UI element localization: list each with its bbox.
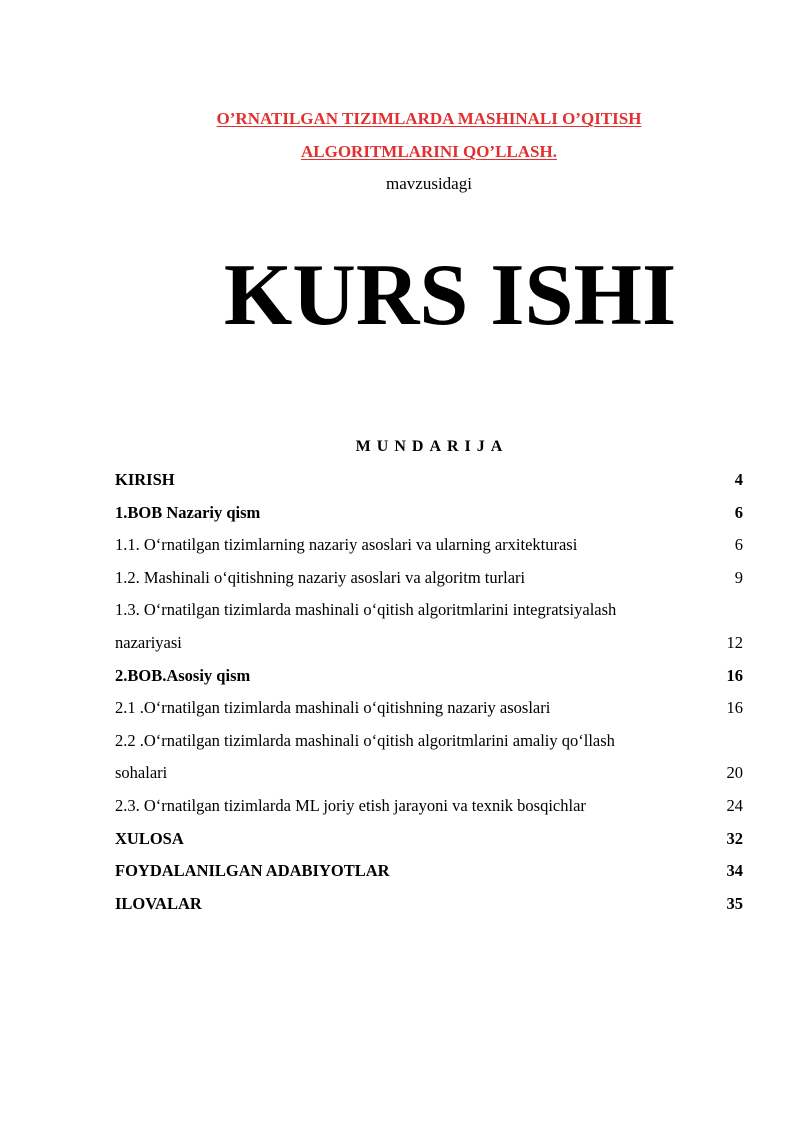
toc-entry-page-number: 34 — [726, 861, 743, 881]
toc-entry-page-number: 35 — [726, 893, 743, 913]
document-title-line-1: O’RNATILGAN TIZIMLARDA MASHINALI O’QITISH — [216, 109, 642, 128]
toc-entry-title: 2.2 .O‘rnatilgan tizimlarda mashinali o‘qitish algoritmlarini amaliy qo‘llash — [115, 730, 615, 750]
document-title-line-2: ALGORITMLARINI QO’LLASH. — [301, 142, 557, 161]
toc-entry — [115, 495, 743, 528]
toc-entry-page-number: 16 — [726, 665, 743, 685]
toc-entry-title: 2.BOB.Asosiy qism — [115, 665, 251, 685]
toc-entry-page-number: 24 — [726, 795, 743, 815]
toc-entry-page-number: 32 — [726, 828, 743, 848]
toc-entry-page-number: 20 — [726, 763, 743, 783]
toc-entry — [115, 560, 743, 593]
toc-entry-title: XULOSA — [115, 828, 184, 848]
toc-entry-title: nazariyasi — [115, 632, 182, 652]
toc-entry-title: 1.BOB Nazariy qism — [115, 502, 261, 522]
toc-entry — [115, 853, 743, 886]
toc-entry — [115, 723, 743, 756]
toc-entry-page-number: 9 — [734, 567, 743, 587]
toc-entry-title: sohalari — [115, 763, 168, 783]
toc-entry-title: 2.1 .O‘rnatilgan tizimlarda mashinali o‘qitishning nazariy asoslari — [115, 698, 551, 718]
toc-entry-page-number: 4 — [734, 470, 743, 489]
toc-entry-title: 1.2. Mashinali o‘qitishning nazariy asoslari va algoritm turlari — [115, 567, 526, 587]
toc-entry — [115, 527, 743, 560]
toc-entry-page-number: 16 — [726, 698, 743, 718]
toc-entry-page-number: 6 — [734, 535, 743, 555]
toc-entry-title: ILOVALAR — [115, 893, 202, 913]
toc-entry-title: KIRISH — [115, 470, 175, 489]
toc-entry-title: FOYDALANILGAN ADABIYOTLAR — [115, 861, 390, 881]
toc-entry-title: 1.1. O‘rnatilgan tizimlarning nazariy asoslari va ularning arxitekturasi — [115, 535, 578, 555]
toc-entry — [115, 592, 743, 625]
document-subtitle: mavzusidagi — [386, 174, 472, 193]
table-of-contents — [115, 462, 743, 918]
toc-entry-page-number: 6 — [734, 502, 743, 522]
toc-entry — [115, 658, 743, 691]
toc-entry-title: 2.3. O‘rnatilgan tizimlarda ML joriy etish jarayoni va texnik bosqichlar — [115, 795, 586, 815]
toc-entry — [115, 821, 743, 854]
toc-entry — [115, 755, 743, 788]
toc-entry-title: 1.3. O‘rnatilgan tizimlarda mashinali o‘qitish algoritmlarini integratsiyalash — [115, 600, 617, 620]
toc-entry — [115, 886, 743, 919]
main-title: KURS ISHI — [223, 247, 677, 344]
toc-entry — [115, 788, 743, 821]
toc-entry — [115, 462, 743, 495]
toc-entry — [115, 690, 743, 723]
table-of-contents-heading: MUNDARIJA — [355, 438, 509, 455]
toc-entry-page-number: 12 — [726, 632, 743, 652]
toc-entry — [115, 625, 743, 658]
